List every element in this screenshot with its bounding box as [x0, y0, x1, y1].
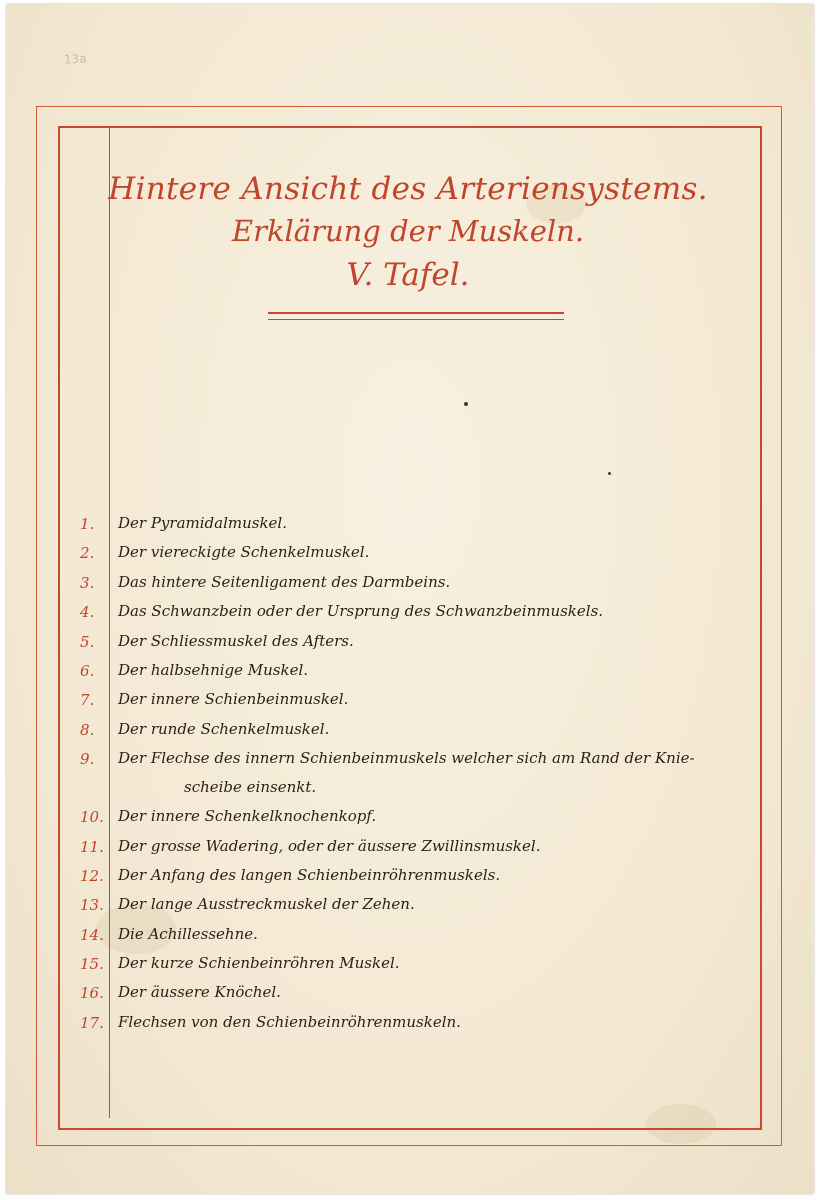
title-underline-thin — [268, 319, 564, 320]
list-item — [66, 688, 726, 717]
item-text: Der grosse Wadering, oder der äussere Zwillinsmuskel. — [118, 836, 541, 855]
list-item — [66, 981, 726, 1010]
item-text: Der Pyramidalmuskel. — [118, 514, 287, 532]
item-number: 15. — [80, 955, 104, 974]
title-line-1: Hintere Ansicht des Arteriensystems. — [108, 171, 708, 207]
item-number: 4. — [80, 603, 95, 622]
item-text: Der runde Schenkelmuskel. — [118, 719, 330, 738]
item-number: 5. — [80, 632, 95, 651]
list-item — [66, 630, 726, 659]
item-number: 17. — [80, 1013, 104, 1032]
title-underline-thick — [268, 312, 564, 314]
item-text: Flechsen von den Schienbeinröhrenmuskeln. — [118, 1012, 461, 1031]
item-text: Der äussere Knöchel. — [118, 983, 281, 1002]
item-number: 13. — [80, 896, 104, 915]
item-number: 7. — [80, 691, 95, 710]
item-text: Der Schliessmuskel des Afters. — [118, 631, 354, 650]
item-number: 8. — [80, 720, 95, 739]
item-text: Der viereckigte Schenkelmuskel. — [118, 543, 370, 562]
item-text: Das Schwanzbein oder der Ursprung des Schwanzbeinmuskels. — [118, 602, 604, 621]
list-item — [66, 923, 726, 952]
item-number: 16. — [80, 984, 104, 1003]
ink-dot — [608, 472, 611, 475]
list-item — [66, 805, 726, 834]
item-text: Das hintere Seitenligament des Darmbeins. — [118, 572, 451, 591]
item-text: Der Flechse des innern Schienbeinmuskels welcher sich am Rand der Knie- — [118, 749, 695, 768]
ink-dot — [464, 402, 468, 406]
list-item — [66, 571, 726, 600]
item-number: 1. — [80, 515, 95, 533]
item-text: Der innere Schienbeinmuskel. — [118, 690, 349, 709]
list-item — [66, 835, 726, 864]
list-item — [66, 718, 726, 747]
item-text: Der kurze Schienbeinröhren Muskel. — [118, 954, 400, 973]
item-number: 11. — [80, 837, 104, 856]
list-item — [66, 893, 726, 922]
item-text: Der Anfang des langen Schienbeinröhrenmuskels. — [118, 865, 501, 884]
list-item — [66, 864, 726, 893]
item-text: Der innere Schenkelknochenkopf. — [118, 807, 377, 826]
list-item — [66, 747, 726, 805]
list-item — [66, 659, 726, 688]
title-block — [60, 168, 756, 298]
list-item — [66, 1011, 726, 1040]
title-line-2: Erklärung der Muskeln. — [231, 214, 585, 248]
item-number: 9. — [80, 750, 95, 769]
item-text: Die Achillessehne. — [118, 924, 258, 943]
pencil-note: 13a — [63, 51, 88, 67]
item-text-continuation: scheibe einsenkt. — [184, 778, 317, 797]
item-number: 6. — [80, 661, 95, 680]
item-number: 3. — [80, 573, 95, 592]
item-number: 14. — [80, 925, 104, 944]
item-number: 2. — [80, 544, 95, 563]
item-number: 10. — [80, 808, 104, 827]
list-item — [66, 952, 726, 981]
legend-list — [66, 512, 726, 1040]
list-item — [66, 600, 726, 629]
list-item — [66, 541, 726, 570]
item-text: Der halbsehnige Muskel. — [118, 660, 309, 679]
list-item — [66, 512, 726, 541]
item-number: 12. — [80, 866, 104, 885]
title-line-3: V. Tafel. — [346, 257, 470, 293]
item-text: Der lange Ausstreckmuskel der Zehen. — [118, 895, 415, 914]
